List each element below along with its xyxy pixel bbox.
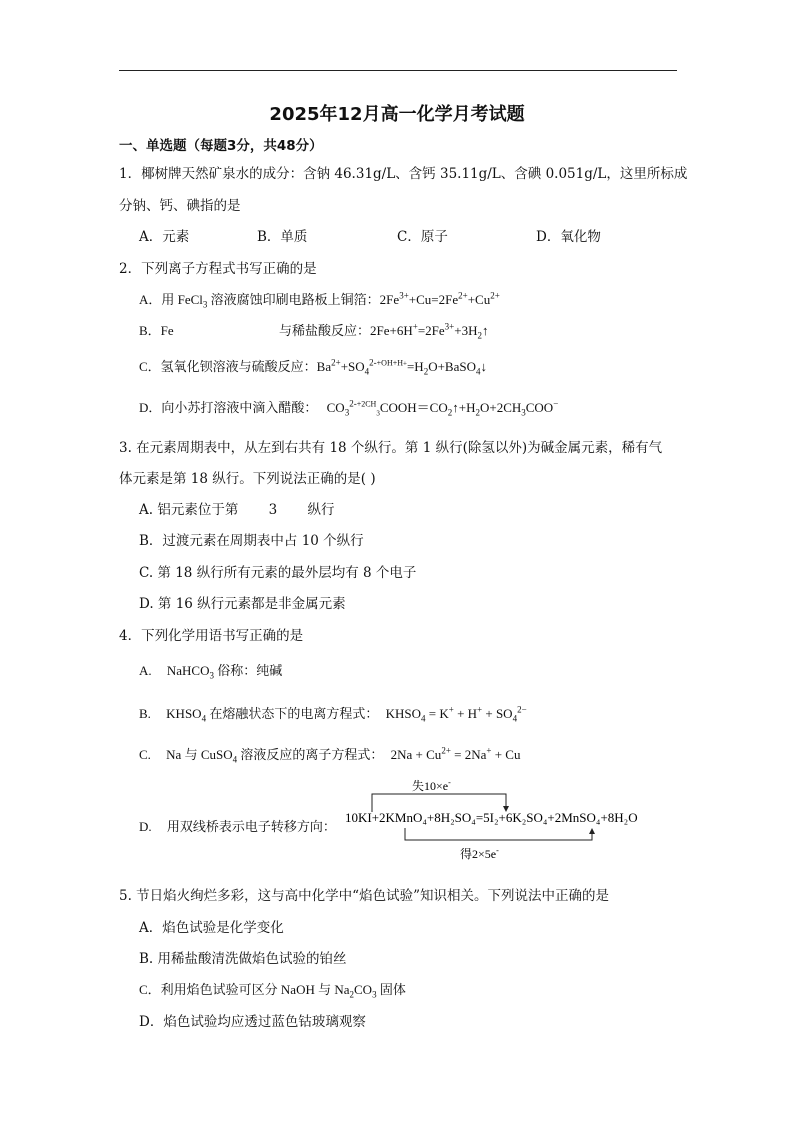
- q4-c-label: C.: [139, 747, 151, 762]
- q2-stem: 2．下列离子方程式书写正确的是: [119, 261, 317, 277]
- loss-label-text: 失10×e: [412, 779, 449, 793]
- q4-b-eq1: KHSO: [385, 706, 421, 721]
- q2-d-text4: O+2CH: [479, 400, 522, 415]
- q4-a-f1: NaHCO: [166, 663, 210, 678]
- q4-a-f2: 俗称：纯碱: [214, 663, 283, 678]
- q4-b-eq-sub: 4: [421, 713, 426, 724]
- q4-c-eq-sup1: 2+: [441, 745, 451, 756]
- q5-option-a: A．焰色试验是化学变化: [139, 920, 284, 936]
- q2-c-small2: +: [403, 359, 407, 368]
- q2-c-text: C．氢氧化钡溶液与硫酸反应：Ba: [139, 359, 332, 374]
- q4-option-c: [139, 744, 520, 763]
- q2-a-sub: 3: [202, 299, 208, 310]
- q1-stem-line2: 分钠、钙、碘指的是: [119, 198, 241, 214]
- q4-b-eq-sup1: +: [448, 704, 454, 715]
- q4-c-eq-sup2: +: [486, 745, 492, 756]
- loss-label: [412, 778, 451, 793]
- q4-c-eq2: = 2Na: [450, 747, 487, 762]
- q3-stem-line1: 3. 在元素周期表中，从左到右共有 18 个纵行。第 1 纵行(除氢以外)为碱金属元素，稀有气: [119, 440, 663, 456]
- q4-stem: 4．下列化学用语书写正确的是: [119, 628, 304, 644]
- q2-d-co-sup: 2-: [349, 398, 357, 409]
- q1-stem-line1: 1．椰树牌天然矿泉水的成分：含钠 46.31g/L、含钙 35.11g/L、含碘 0.051g/L，这里所标成: [119, 166, 688, 182]
- q4-c-f2: 溶液反应的离子方程式：: [237, 747, 384, 762]
- q4-d-label: D.: [139, 819, 152, 834]
- q2-c-sub2: 2: [423, 366, 429, 377]
- q2-b-text3: =2Fe: [417, 323, 445, 338]
- q2-a-sup3: 2+: [490, 290, 500, 301]
- q5-option-b: B. 用稀盐酸清洗做焰色试验的铂丝: [139, 951, 347, 967]
- q3-a-p2: 3: [268, 502, 278, 518]
- q2-d-co-sub: 3: [344, 407, 350, 418]
- q3-stem-line2: 体元素是第 18 纵行。下列说法正确的是( ): [119, 471, 376, 487]
- q5-c-sub2: 3: [372, 989, 377, 1000]
- q2-option-b: [139, 320, 174, 339]
- q4-b-eq-sup2: +: [477, 704, 483, 715]
- q2-a-text3: +Cu=2Fe: [408, 292, 459, 307]
- q2-d-sub3: 3: [521, 407, 526, 418]
- q2-c-sub3: 4: [475, 366, 481, 377]
- q2-d-sub1: 2: [447, 407, 453, 418]
- q5-c-p2: CO: [354, 982, 373, 997]
- q2-c-text3: =H: [406, 359, 424, 374]
- q4-option-a: [139, 660, 282, 679]
- q4-c-sub: 4: [232, 754, 238, 765]
- gain-label-text: 得2×5e: [460, 847, 497, 861]
- q4-c-f1: Na 与 CuSO: [166, 747, 233, 762]
- q2-b-text2: 与稀盐酸反应：2Fe+6H: [279, 323, 413, 338]
- q2-d-small: +2CH: [356, 399, 377, 409]
- electron-transfer-diagram: [340, 774, 680, 864]
- q2-d-text5: COO: [525, 400, 554, 415]
- q4-b-label: B.: [139, 706, 151, 721]
- q2-b-text: B．Fe: [139, 323, 174, 338]
- q2-b-sup2: 3+: [444, 321, 455, 332]
- q2-option-c: [139, 356, 487, 375]
- q4-b-f2: 在熔融状态下的电离方程式：: [206, 706, 379, 721]
- q2-d-co: CO: [326, 400, 345, 415]
- q4-option-d: [139, 816, 336, 835]
- q2-c-small: +OH+H: [376, 358, 404, 368]
- q2-d-text2: COOH＝CO: [379, 400, 448, 415]
- q2-d-text: D．向小苏打溶液中滴入醋酸：: [139, 400, 318, 415]
- q5-c-sub1: 2: [349, 989, 355, 1000]
- q2-b-text5: ↑: [481, 323, 489, 338]
- q3-a-p1: A. 铝元素位于第: [139, 502, 239, 518]
- q5-c-p1: C．利用焰色试验可区分 NaOH 与 Na: [139, 982, 350, 997]
- q2-c-sup1: 2+: [331, 357, 341, 368]
- section-heading: 一、单选题（每题3分，共48分）: [119, 138, 323, 154]
- redox-equation: 10KI+2KMnO₄+8H₂SO₄=5I₂+6K₂SO₄+2MnSO₄+8H₂O: [345, 810, 638, 825]
- q2-a-sup2: 2+: [458, 290, 468, 301]
- q4-b-eq2: = K: [425, 706, 449, 721]
- q1-option-d: D．氧化物: [536, 229, 601, 245]
- q5-stem: 5. 节日焰火绚烂多彩，这与高中化学中“焰色试验”知识相关。下列说法中正确的是: [119, 888, 609, 904]
- q2-a-text2: 溶液腐蚀印刷电路板上铜箔：2Fe: [207, 292, 400, 307]
- q4-b-eq-sup3: 2−: [517, 704, 527, 715]
- q3-option-a: [139, 498, 335, 518]
- q4-b-eq4: + SO: [482, 706, 513, 721]
- q1-option-a: A．元素: [139, 229, 190, 245]
- q4-a-sub: 3: [209, 670, 214, 681]
- q4-option-b: [139, 703, 527, 722]
- q4-b-f1: KHSO: [166, 706, 202, 721]
- q3-option-d: D. 第 16 纵行元素都是非金属元素: [139, 596, 346, 612]
- gain-label: [460, 846, 499, 861]
- q4-d-text: 用双线桥表示电子转移方向：: [166, 819, 336, 834]
- q3-option-c: C. 第 18 纵行所有元素的最外层均有 8 个电子: [139, 565, 417, 581]
- q3-option-b: B．过渡元素在周期表中占 10 个纵行: [139, 533, 364, 549]
- q2-a-sup1: 3+: [399, 290, 409, 301]
- q2-c-sub: 4: [364, 366, 370, 377]
- q2-b-sub: 2: [477, 330, 482, 341]
- page-title: 2025年12月高一化学月考试题: [269, 104, 525, 125]
- gain-label-sup: -: [496, 846, 499, 855]
- q2-a-text4: +Cu: [467, 292, 491, 307]
- q4-c-eq1: 2Na + Cu: [390, 747, 442, 762]
- q2-d-sup: −: [553, 398, 559, 409]
- q2-d-sub2: 2: [475, 407, 480, 418]
- loss-label-sup: -: [448, 778, 451, 787]
- q2-b-text4: +3H: [454, 323, 478, 338]
- q5-c-p3: 固体: [376, 982, 406, 997]
- gain-bridge-line: [405, 828, 592, 840]
- q4-b-eq3: + H: [453, 706, 478, 721]
- q2-c-text4: O+BaSO: [428, 359, 476, 374]
- q2-option-a: [139, 289, 500, 308]
- q1-option-c: C．原子: [397, 229, 448, 245]
- q2-d-small-sub: 3: [376, 409, 380, 418]
- gain-arrow-head: [589, 828, 595, 834]
- q2-b-sup1: +: [412, 321, 418, 332]
- q2-d-text3: ↑+H: [452, 400, 476, 415]
- q1-option-b: B．单质: [257, 229, 308, 245]
- q3-a-p3: 纵行: [307, 502, 335, 518]
- q4-c-eq3: + Cu: [491, 747, 521, 762]
- q2-c-text2: +SO: [340, 359, 365, 374]
- q2-option-d: [139, 397, 558, 416]
- q5-option-c: [139, 979, 406, 998]
- q5-option-d: D．焰色试验均应透过蓝色钴玻璃观察: [139, 1014, 366, 1030]
- header-rule: [119, 70, 677, 71]
- q4-b-sub: 4: [201, 713, 207, 724]
- q2-c-sup2: 2-: [369, 357, 377, 368]
- q4-a-label: A.: [139, 663, 152, 678]
- q2-c-text5: ↓: [480, 359, 487, 374]
- q4-b-eq-sub2: 4: [512, 713, 518, 724]
- q2-option-b-equation: [279, 320, 488, 339]
- q2-a-text: A．用 FeCl: [139, 292, 203, 307]
